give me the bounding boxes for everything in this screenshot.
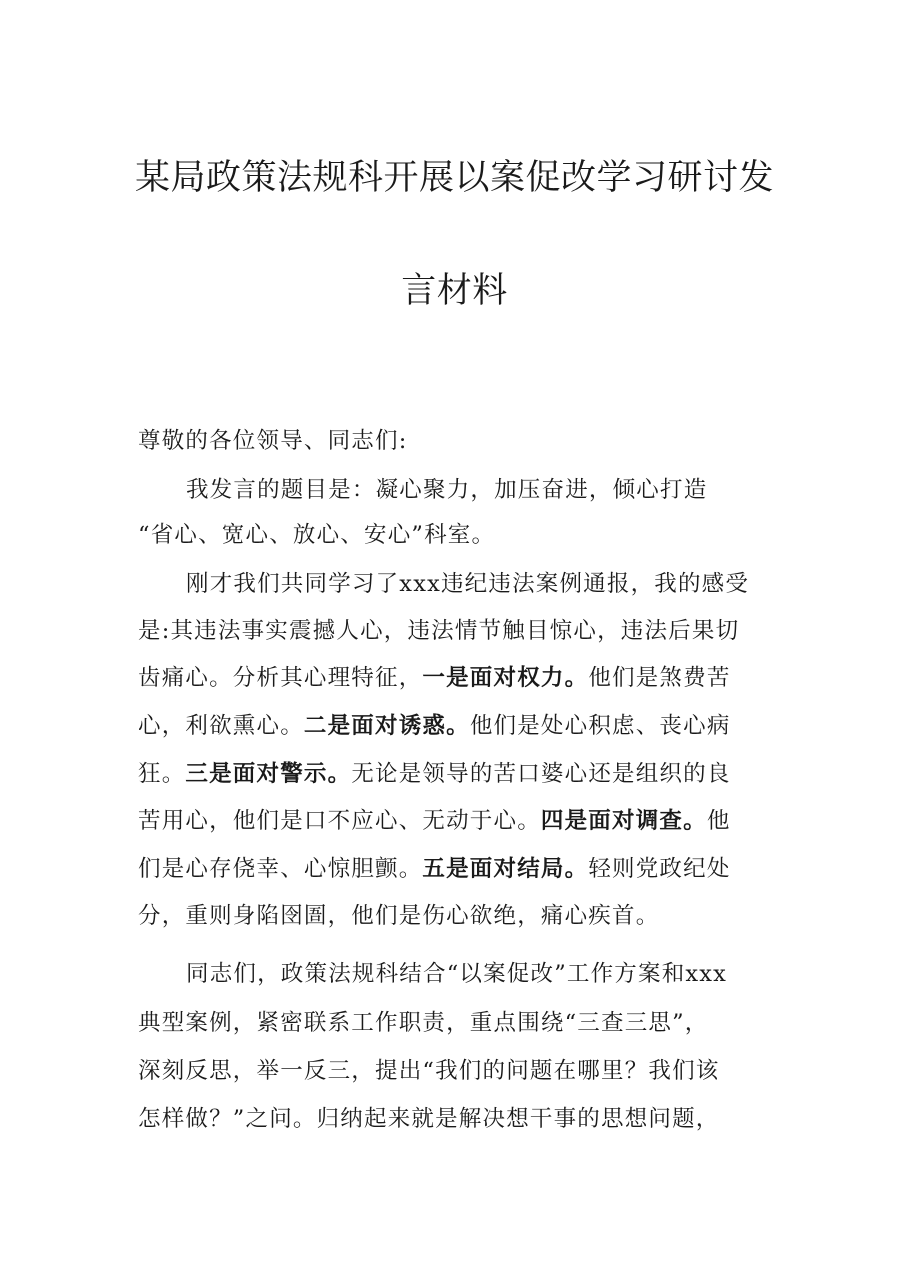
bold-heading-phrase: 二是面对诱惑。 — [303, 713, 470, 739]
text-segment: 是:其违法事实震撼人心，违法情节触目惊心，违法后果切 — [138, 618, 740, 644]
text-segment: 无论是领导的苦口婆心还是组织的良 — [351, 761, 731, 787]
text-segment: 深刻反思，举一反三，提出“我们的问题在哪里？我们该 — [138, 1058, 720, 1084]
text-segment: 典型案例，紧密联系工作职责，重点围绕“三查三思”， — [138, 1010, 709, 1036]
text-segment: 苦用心，他们是口不应心、无动于心。 — [138, 808, 541, 834]
text-segment: 轻则党政纪处 — [588, 856, 731, 882]
text-segment: 齿痛心。分析其心理特征， — [138, 665, 423, 691]
body-line — [186, 566, 749, 598]
text-segment: “省心、宽心、放心、安心”科室。 — [138, 522, 496, 548]
bold-heading-phrase: 四是面对调查。 — [540, 808, 707, 834]
body-line — [138, 756, 731, 788]
document-title-line-2: 言材料 — [401, 271, 508, 311]
body-line — [138, 1053, 720, 1085]
text-segment: 心，利欲熏心。 — [138, 713, 304, 739]
text-segment: 同志们，政策法规科结合“以案促改”工作方案和xxx — [186, 961, 728, 987]
body-line — [138, 708, 731, 740]
body-line — [138, 613, 739, 645]
text-segment: 尊敬的各位领导、同志们: — [138, 428, 408, 454]
body-line — [138, 1005, 709, 1037]
body-line — [138, 851, 731, 883]
body-line — [138, 898, 659, 930]
text-segment: 我发言的题目是：凝心聚力，加压奋进，倾心打造 — [186, 477, 708, 503]
text-segment: 他们是煞费苦 — [588, 665, 731, 691]
text-segment: 们是心存侥幸、心惊胆颤。 — [138, 856, 423, 882]
body-line — [138, 1101, 720, 1133]
text-segment: 狂。 — [138, 761, 186, 787]
text-segment: 怎样做？”之问。归纳起来就是解决想干事的思想问题， — [138, 1106, 720, 1132]
body-line — [186, 956, 727, 988]
bold-heading-phrase: 三是面对警示。 — [185, 761, 352, 787]
body-line — [138, 517, 495, 549]
bold-heading-phrase: 五是面对结局。 — [422, 856, 589, 882]
text-segment: 分，重则身陷囹圄，他们是伤心欲绝，痛心疾首。 — [138, 903, 660, 929]
salutation-line — [138, 423, 407, 455]
body-line — [138, 803, 731, 835]
document-title-line-1: 某局政策法规科开展以案促改学习研讨发 — [134, 158, 774, 198]
text-segment: 他们是处心积虑、丧心病 — [469, 713, 731, 739]
body-line — [138, 660, 731, 692]
bold-heading-phrase: 一是面对权力。 — [422, 665, 589, 691]
body-line — [186, 472, 707, 504]
text-segment: 刚才我们共同学习了xxx违纪违法案例通报，我的感受 — [186, 571, 750, 597]
text-segment: 他 — [706, 808, 731, 834]
